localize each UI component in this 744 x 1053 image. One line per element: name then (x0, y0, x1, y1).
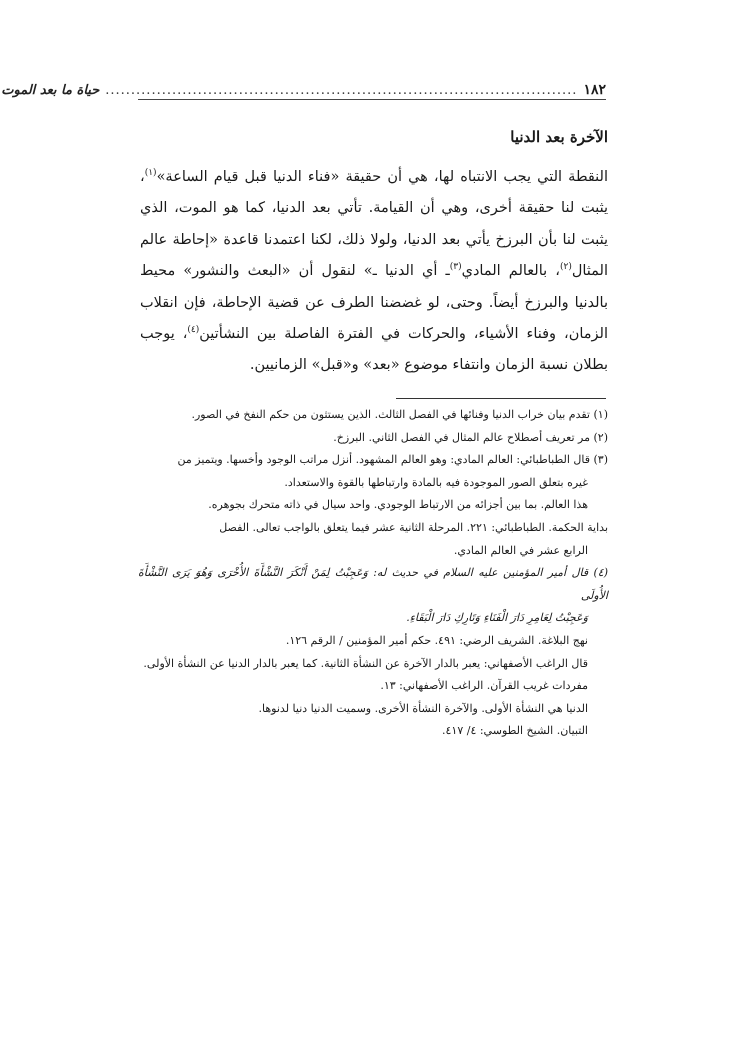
running-header (1, 76, 606, 98)
header-rule (138, 99, 606, 100)
footnote-ref: (٣) (449, 262, 462, 273)
footnote: (٤) قال أمير المؤمنين عليه السلام في حديث له: وَعَجِبْتُ لِمَنْ أَنْكَرَ النَّشْأَةَ الأُخْرَى وَهُوَ يَرَى النَّشْأَةَ الأُولَى (138, 566, 608, 602)
paragraph (140, 162, 608, 382)
footnote-citation: بداية الحكمة. الطباطبائي: ٢٢١. المرحلة الثانية عشر فيما يتعلق بالواجب تعالى. الفصل (219, 520, 608, 534)
footnote-ref: (١) (144, 168, 157, 179)
footnote-ref: (٤) (187, 325, 200, 336)
footnote-continuation: قال الراغب الأصفهاني: يعبر بالدار الآخرة عن النشأة الثانية. كما يعبر بالدار الدنيا عن النشأة الأولى. (143, 656, 588, 670)
footnotes (138, 404, 608, 743)
footnote-continuation: الدنيا هي النشأة الأولى. والآخرة النشأة الأخرى. وسميت الدنيا دنيا لدنوها. (258, 701, 588, 715)
page-number: ١٨٢ (583, 82, 606, 98)
footnote: (١) تقدم بيان خراب الدنيا وفنائها في الفصل الثالث. الذين يستثون من حكم النفخ في الصور. (191, 408, 608, 421)
body-text (140, 162, 608, 382)
footnote-continuation: غيره بتعلق الصور الموجودة فيه بالمادة وارتباطها بالقوة والاستعداد. (284, 475, 588, 489)
footnote-ref: (٢) (559, 262, 572, 273)
paragraph-text: ، يثبت لنا حقيقة أخرى، وهي أن القيامة. تأتي بعد الدنيا، كما هو الموت، الذي يثبت لنا بأن البرزخ يأتي بعد الدنيا، ولولا ذلك، لكنا اعتمدنا قاعدة «إحاطة عالم المثال (140, 169, 608, 280)
footnote-continuation: وَعَجِبْتُ لِعَامِرِ دَارَ الْفَنَاءِ وَتَارِكِ دَارَ الْبَقَاءِ. (406, 611, 588, 625)
paragraph-text: ، يوجب بطلان نسبة الزمان وانتفاء موضوع «بعد» و«قبل» الزمانيين. (140, 326, 608, 374)
paragraph-text: ـ أي الدنيا ـ» لنقول أن «البعث والنشور» محيط بالدنيا والبرزخ أيضاً. وحتى، لو غضضنا الطرف عن قضية الإحاطة، فإن انقلاب الزمان، وفناء الأشياء، والحركات في الفترة الفاصلة بين النشأتين (140, 263, 608, 343)
footnote-citation: التبيان. الشيخ الطوسي: ٤/ ٤١٧. (442, 724, 588, 738)
book-title: حياة ما بعد الموت (1, 83, 100, 98)
footnote-citation: مفردات غريب القرآن. الراغب الأصفهاني: ١٣. (380, 679, 588, 693)
paragraph-text: ، بالعالم المادي (461, 263, 560, 280)
paragraph-text: النقطة التي يجب الانتباه لها، هي أن حقيقة «فناء الدنيا قبل قيام الساعة» (156, 169, 608, 185)
footnote-separator (396, 398, 606, 399)
section-heading: الآخرة بعد الدنيا (510, 128, 608, 146)
footnote-citation: نهج البلاغة. الشريف الرضي: ٤٩١. حكم أمير المؤمنين / الرقم ١٢٦. (285, 633, 588, 647)
footnote: (٢) مر تعريف أصطلاح عالم المثال في الفصل الثاني. البرزخ. (333, 430, 608, 444)
footnote-continuation: الرابع عشر في العالم المادي. (453, 543, 588, 557)
footnote-continuation: هذا العالم. بما بين أجزائه من الارتباط الوجودي. واحد سيال في ذاته متحرك بجوهره. (208, 498, 588, 512)
footnote: (٣) قال الطباطبائي: العالم المادي: وهو العالم المشهود. أنزل مراتب الوجود وأخسها. ويتميز من (177, 453, 608, 467)
header-leader-dots: ............................................................................................ (105, 83, 578, 98)
